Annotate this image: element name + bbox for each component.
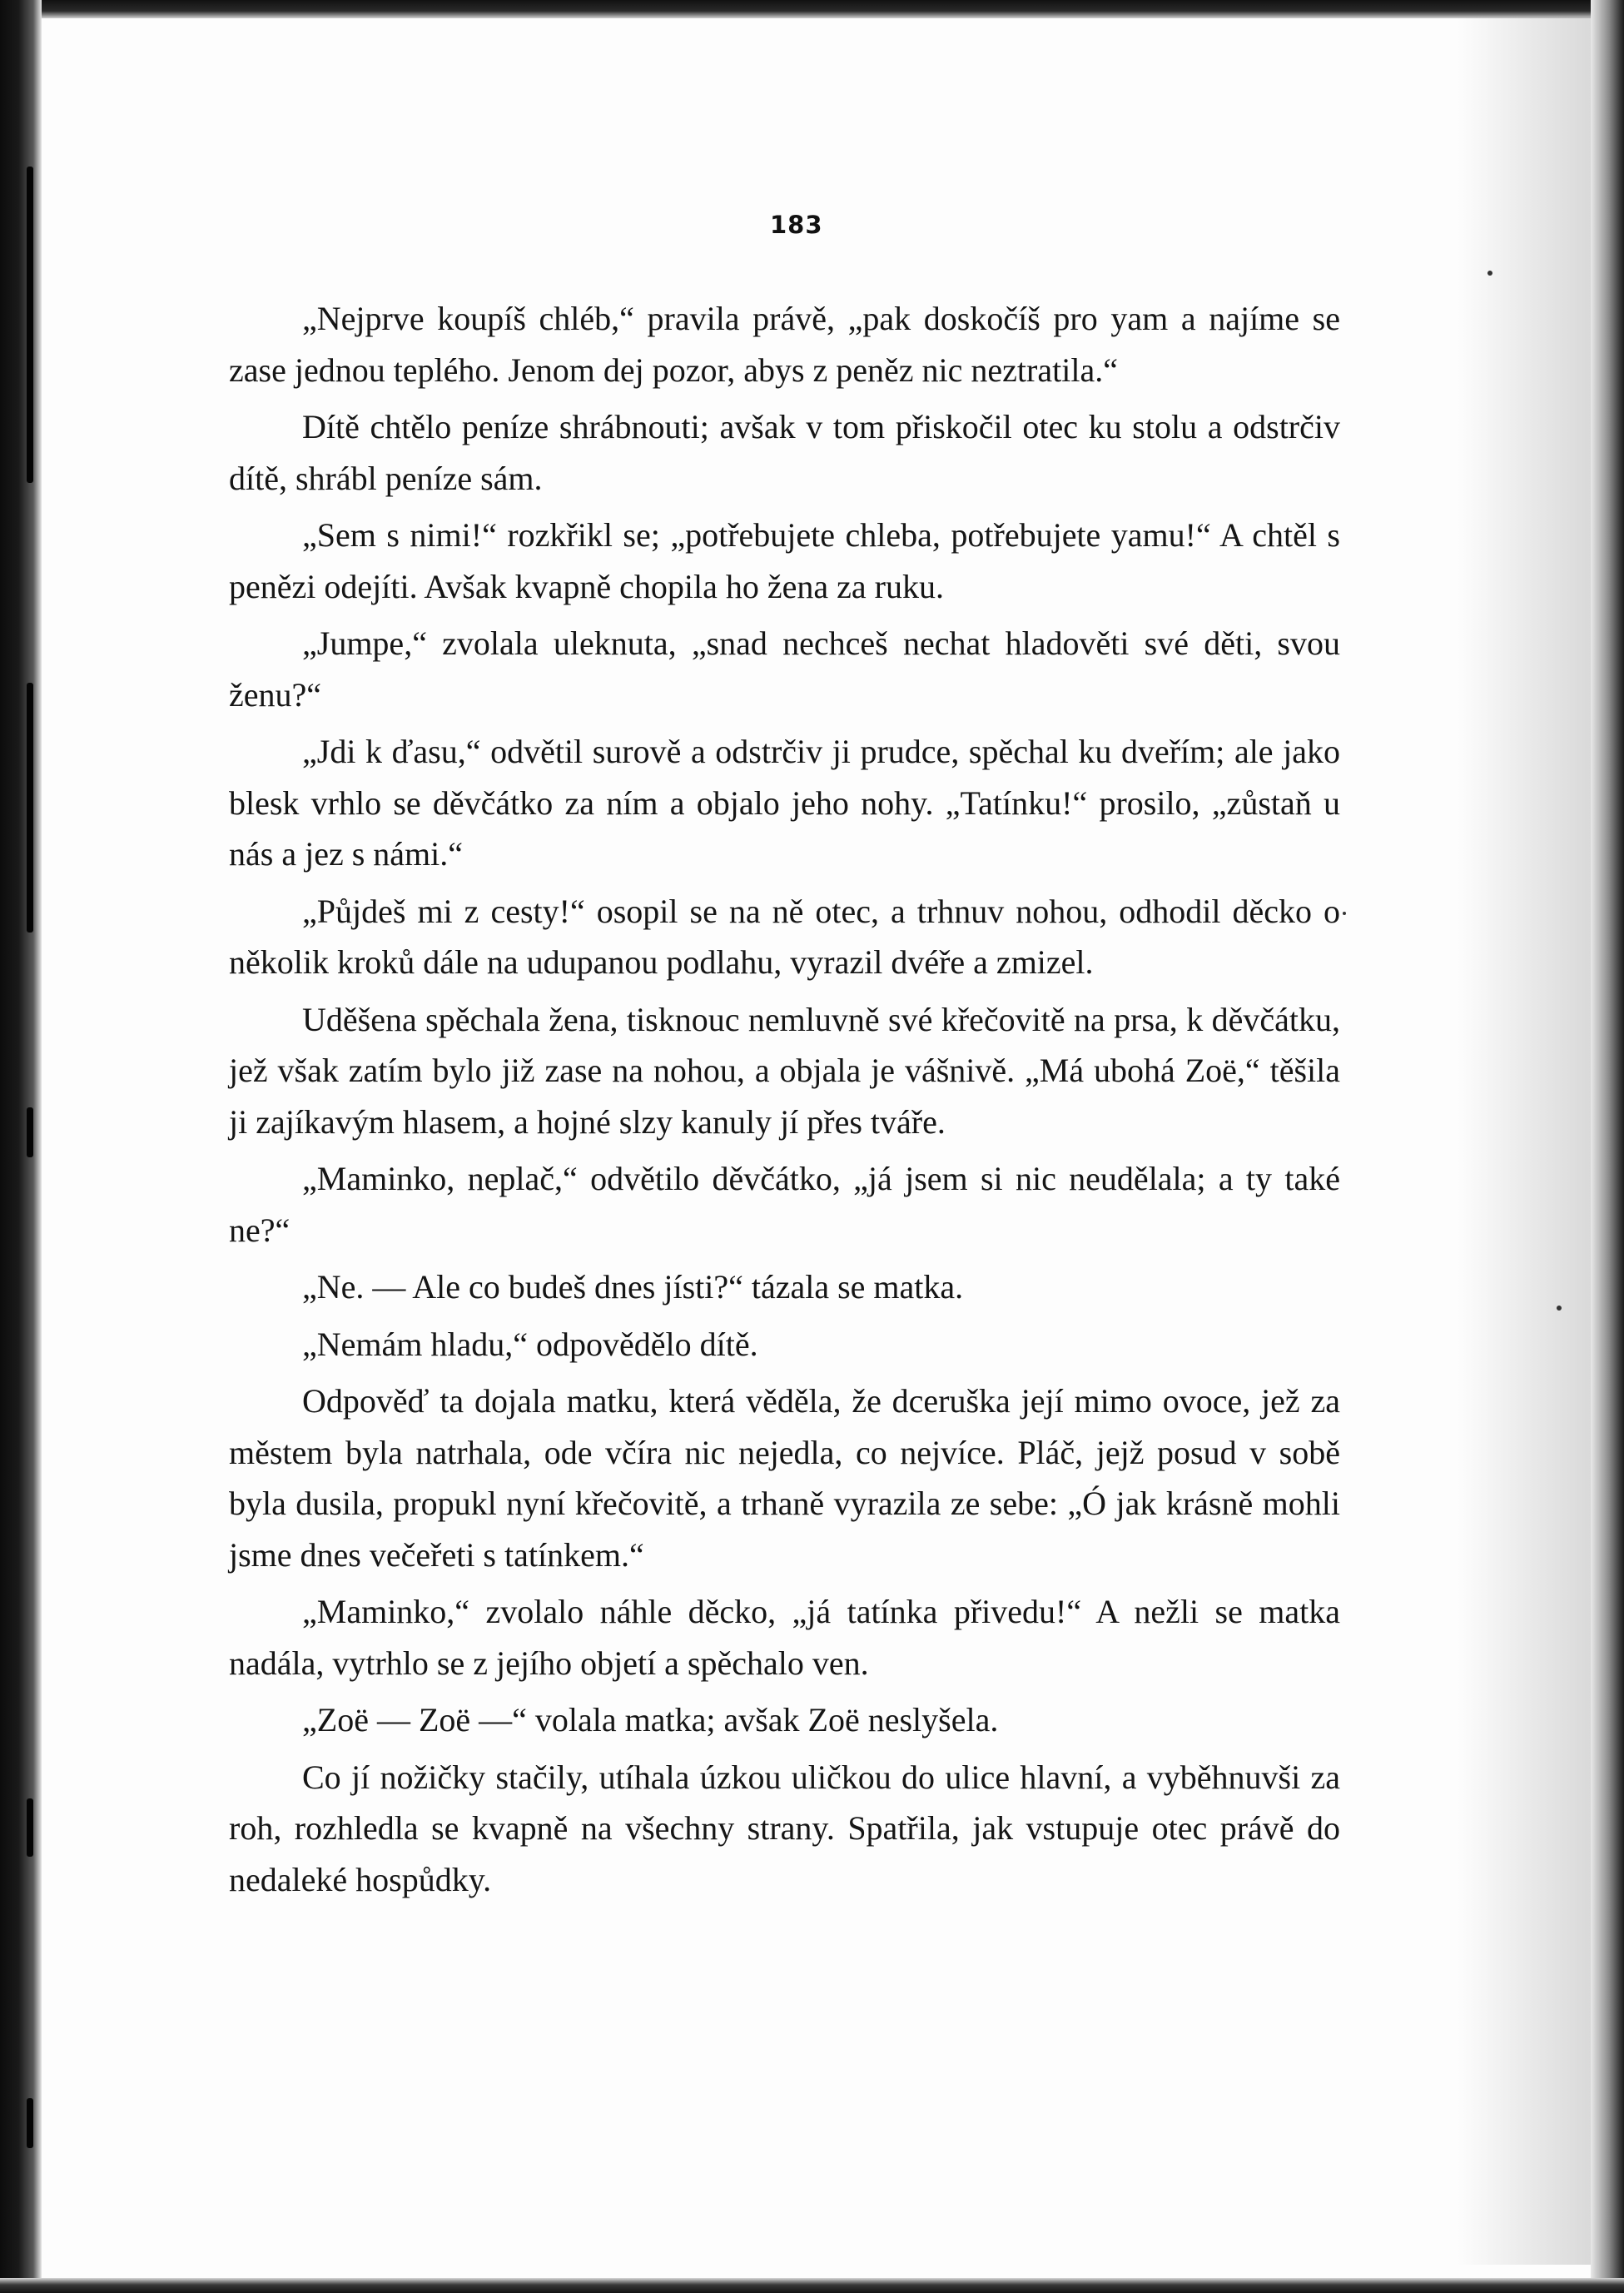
paragraph: „Zoë — Zoë —“ volala matka; avšak Zoë neslyšela. [302, 1701, 999, 1738]
scan-edge-left [0, 0, 42, 2293]
paragraph: Dítě chtělo peníze shrábnouti; avšak v tom přiskočil otec ku stolu a odstrčiv dítě, shrábl peníze sám. [229, 408, 1340, 497]
paragraph: „Jumpe,“ zvolala uleknuta, „snad nechceš nechat hladověti své děti, svou ženu?“ [229, 624, 1340, 714]
binding-mark [27, 683, 33, 933]
binding-mark [27, 1107, 33, 1157]
scan-shadow-right [1458, 17, 1591, 2265]
paragraph: „Maminko,“ zvolalo náhle děcko, „já tatínka přivedu!“ A nežli se matka nadála, vytrhlo se z jejího objetí a spěchalo ven. [229, 1593, 1340, 1682]
body-text [229, 293, 1340, 1905]
paragraph: „Maminko, neplač,“ odvětilo děvčátko, „já jsem si nic neudělala; a ty také ne?“ [229, 1160, 1340, 1249]
scan-speck [1343, 912, 1346, 915]
scan-speck [1557, 1306, 1562, 1311]
paragraph: „Ne. — Ale co budeš dnes jísti?“ tázala se matka. [302, 1268, 964, 1306]
binding-mark [27, 167, 33, 483]
paragraph: „Půjdeš mi z cesty!“ osopil se na ně otec, a trhnuv nohou, odhodil děcko o několik kroků dále na udupanou podlahu, vyrazil dvéře a zmizel. [229, 892, 1340, 981]
paragraph: „Sem s nimi!“ rozkřikl se; „potřebujete chleba, potřebujete yamu!“ A chtěl s penězi odejíti. Avšak kvapně chopila ho žena za ruku. [229, 516, 1340, 605]
page-number: 183 [770, 211, 823, 239]
paragraph: „Nejprve koupíš chléb,“ pravila právě, „pak doskočíš pro yam a najíme se zase jednou teplého. Jenom dej pozor, abys z peněz nic neztratila.“ [229, 300, 1340, 389]
scan-edge-bottom [0, 2278, 1624, 2293]
paragraph: „Nemám hladu,“ odpovědělo dítě. [302, 1325, 758, 1363]
binding-mark [27, 2098, 33, 2148]
paragraph: Co jí nožičky stačily, utíhala úzkou uličkou do ulice hlavní, a vyběhnuvši za roh, rozhledla se kvapně na všechny strany. Spatřila, jak vstupuje otec právě do nedaleké hospůdky. [229, 1758, 1340, 1898]
paragraph: Odpověď ta dojala matku, která věděla, že dceruška její mimo ovoce, jež za městem byla natrhala, ode včíra nic nejedla, co nejvíce. Pláč, jejž posud v sobě byla dusila, propukl nyní křečovitě, a trhaně vyrazila ze sebe: „Ó jak krásně mohli jsme dnes večeřeti s tatínkem.“ [229, 1382, 1340, 1574]
scan-edge-right [1591, 0, 1624, 2293]
binding-mark [27, 1798, 33, 1857]
scan-edge-top [0, 0, 1624, 18]
paragraph: Uděšena spěchala žena, tisknouc nemluvně své křečovitě na prsa, k děvčátku, jež však zatím bylo již zase na nohou, a objala je vášnivě. „Má ubohá Zoë,“ těšila ji zajíkavým hlasem, a hojné slzy kanuly jí přes tváře. [229, 1000, 1340, 1141]
scan-speck [1487, 271, 1492, 276]
paragraph: „Jdi k ďasu,“ odvětil surově a odstrčiv ji prudce, spěchal ku dveřím; ale jako blesk vrhlo se děvčátko za ním a objalo jeho nohy. „Tatínku!“ prosilo, „zůstaň u nás a jez s námi.“ [229, 733, 1340, 873]
